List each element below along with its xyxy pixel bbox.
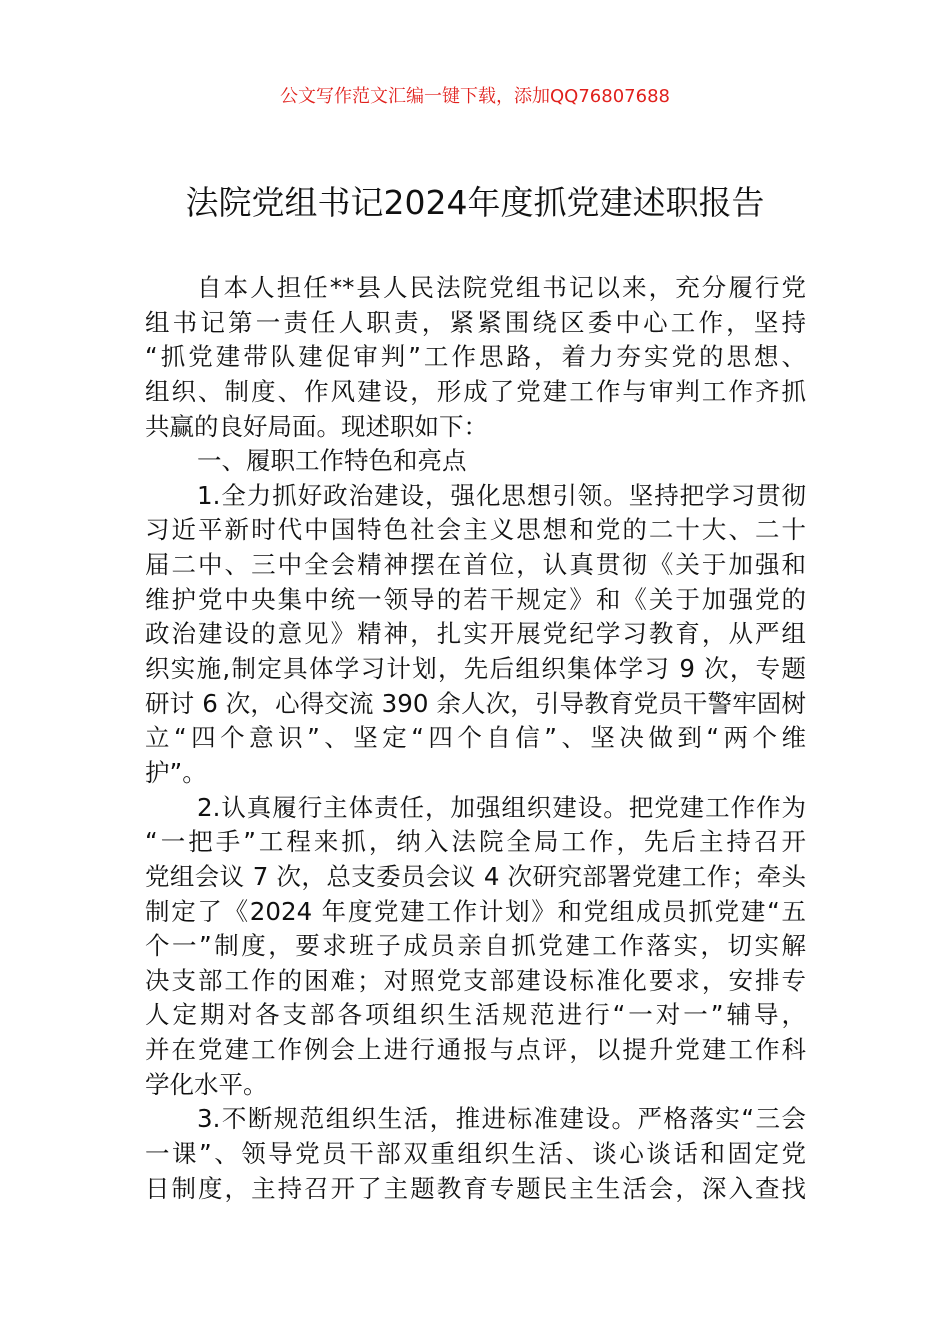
body-text-line: 自本人担任**县人民法院党组书记以来，充分履行党 [197, 273, 806, 302]
download-promo-note: 公文写作范文汇编一键下载，添加QQ76807688 [280, 86, 670, 107]
body-text-line: 维护党中央集中统一领导的若干规定》和《关于加强党的 [145, 584, 806, 614]
body-text-line: 共赢的良好局面。现述职如下： [145, 411, 488, 441]
body-text-line: 决支部工作的困难；对照党支部建设标准化要求，安排专 [145, 965, 806, 995]
body-text-line: 届二中、三中全会精神摆在首位，认真贯彻《关于加强和 [145, 550, 806, 580]
body-text-line: 政治建设的意见》精神，扎实开展党纪学习教育，从严组 [145, 619, 806, 649]
body-text-line: 个一”制度，要求班子成员亲自抓党建工作落实，切实解 [145, 931, 806, 961]
body-text-line: 习近平新时代中国特色社会主义思想和党的二十大、二十 [145, 515, 806, 545]
body-text-line: “抓党建带队建促审判”工作思路，着力夯实党的思想、 [145, 342, 806, 372]
body-text-line: 学化水平。 [145, 1069, 268, 1099]
body-text-line: 1.全力抓好政治建设，强化思想引领。坚持把学习贯彻 [197, 480, 806, 510]
body-text-line: 人定期对各支部各项组织生活规范进行“一对一”辅导， [145, 1000, 806, 1030]
body-text-line: 党组会议 7 次，总支委员会议 4 次研究部署党建工作；牵头 [145, 861, 806, 891]
body-text-line: 研讨 6 次，心得交流 390 余人次，引导教育党员干警牢固树 [145, 688, 806, 718]
body-text-line: 并在党建工作例会上进行通报与点评，以提升党建工作科 [145, 1035, 806, 1065]
body-text-line: 2.认真履行主体责任，加强组织建设。把党建工作作为 [197, 792, 806, 822]
body-text-line: 组书记第一责任人职责，紧紧围绕区委中心工作，坚持 [145, 307, 806, 337]
body-text-line: 一、履职工作特色和亮点 [197, 446, 467, 476]
document-title: 法院党组书记2024年度抓党建述职报告 [185, 183, 765, 222]
body-text-line: 3.不断规范组织生活，推进标准建设。严格落实“三会 [197, 1104, 806, 1134]
body-text-line: 织实施,制定具体学习计划，先后组织集体学习 9 次，专题 [145, 654, 806, 684]
body-text-line: “一把手”工程来抓，纳入法院全局工作，先后主持召开 [145, 827, 806, 857]
document-body [145, 271, 806, 1206]
body-text-line: 制定了《2024 年度党建工作计划》和党组成员抓党建“五 [145, 896, 806, 926]
body-text-line: 护”。 [145, 757, 207, 787]
body-text-line: 立“四个意识”、坚定“四个自信”、坚决做到“两个维 [145, 723, 806, 753]
body-text-line: 一课”、领导党员干部双重组织生活、谈心谈话和固定党 [145, 1139, 806, 1169]
body-text-line: 组织、制度、作风建设，形成了党建工作与审判工作齐抓 [145, 376, 806, 406]
body-text-line: 日制度，主持召开了主题教育专题民主生活会，深入查找 [145, 1173, 806, 1203]
